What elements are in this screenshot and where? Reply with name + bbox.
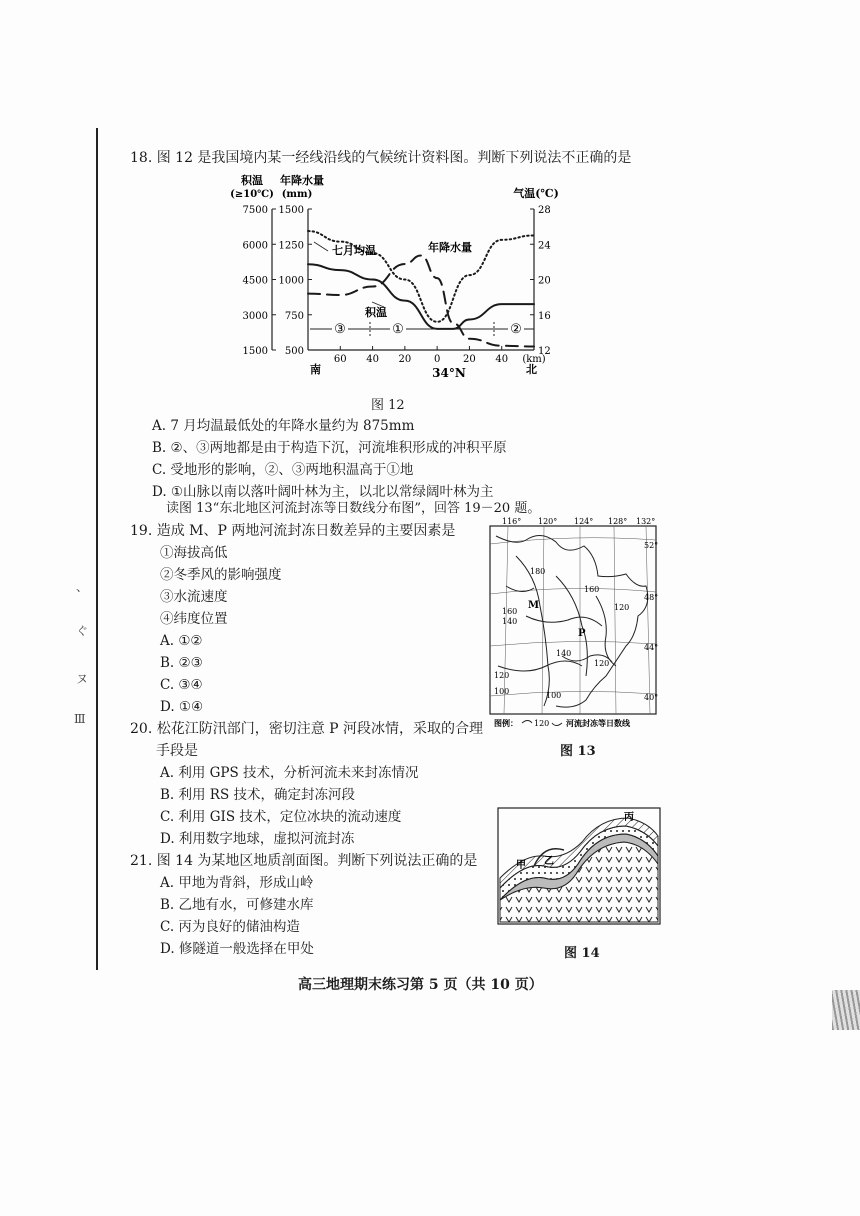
q21-option-a: A. 甲地为背斜，形成山岭 — [160, 875, 314, 891]
left2-tick-label: 500 — [284, 346, 304, 357]
point-p-label: P — [578, 628, 586, 639]
series-line-2 — [308, 264, 534, 329]
figure-12-chart — [222, 172, 562, 387]
region-3-label: ③ — [334, 322, 346, 337]
q19-item-3: ③水流速度 — [160, 589, 228, 605]
figure-13-map — [486, 516, 662, 736]
left2-tick-label: 1000 — [278, 275, 304, 287]
q19-option-a: A. ①② — [160, 633, 203, 649]
lon-label: 124° — [574, 517, 594, 526]
figure-13-caption: 图 13 — [560, 744, 596, 759]
right-axis-title: 气温(℃) — [513, 187, 559, 200]
left2-tick-label: 750 — [284, 310, 304, 322]
region-1-label: ① — [392, 322, 404, 337]
lon-label: 116° — [502, 517, 522, 526]
left1-tick-label: 3000 — [242, 310, 268, 322]
left1-axis-unit: (≥10℃) — [230, 189, 274, 200]
lon-label: 120° — [538, 517, 558, 526]
contour-label: 160 — [502, 607, 518, 616]
read-instruction-19-20: 读图 13“东北地区河流封冻等日数线分布图”，回答 19－20 题。 — [166, 501, 541, 516]
margin-mark: ヌ — [76, 672, 89, 686]
legend-sample-value: 120 — [534, 719, 550, 728]
label-yi: 乙 — [544, 856, 554, 867]
scan-smudge — [832, 990, 860, 1030]
x-tick-label: 40 — [366, 354, 379, 365]
contour-label: 100 — [546, 691, 562, 700]
x-tick-label: 40 — [495, 354, 509, 365]
contour-label: 120 — [594, 659, 610, 668]
contour-label: 180 — [530, 567, 546, 576]
lon-label: 132° — [636, 517, 656, 526]
right-tick-label: 16 — [538, 310, 551, 322]
x-north-label: 北 — [526, 363, 537, 376]
left1-tick-label: 4500 — [242, 275, 268, 287]
q21-option-c: C. 丙为良好的储油构造 — [160, 919, 300, 935]
left2-tick-label: 1250 — [278, 240, 304, 252]
q19-option-c: C. ③④ — [160, 677, 203, 693]
q19-option-b: B. ②③ — [160, 655, 203, 671]
q19-option-d: D. ①④ — [160, 699, 204, 715]
q20-option-a: A. 利用 GPS 技术，分析河流未来封冻情况 — [160, 765, 419, 781]
margin-mark: 、 — [76, 580, 89, 594]
lat-label: 40° — [644, 693, 659, 702]
q21-option-d: D. 修隧道一般选择在甲处 — [160, 941, 314, 957]
q19-item-4: ④纬度位置 — [160, 611, 228, 627]
figure-14-geologic-section — [494, 804, 666, 936]
region-bands — [310, 320, 534, 337]
lat-label: 48° — [644, 593, 659, 602]
lat-label: 44° — [644, 643, 659, 652]
x-tick-label: 60 — [333, 354, 347, 365]
q21-option-b: B. 乙地有水，可修建水库 — [160, 897, 314, 913]
x-south-label: 南 — [310, 363, 321, 376]
right-tick-label: 20 — [538, 275, 551, 287]
contour-label: 120 — [614, 603, 630, 612]
left2-axis-unit: (mm) — [281, 189, 313, 200]
q21-stem: 21. 图 14 为某地区地质剖面图。判断下列说法正确的是 — [130, 853, 478, 869]
lon-label: 128° — [608, 517, 628, 526]
q18-stem: 18. 图 12 是我国境内某一经线沿线的气候统计资料图。判断下列说法不正确的是 — [130, 150, 632, 166]
region-2-label: ② — [510, 322, 522, 337]
lat-label: 52° — [644, 541, 659, 550]
q20-option-b: B. 利用 RS 技术，确定封冻河段 — [160, 787, 355, 803]
contour-label: 100 — [494, 687, 510, 696]
q20-option-d: D. 利用数字地球，虚拟河流封冻 — [160, 831, 355, 847]
right-tick-label: 28 — [538, 205, 551, 216]
left2-axis-title: 年降水量 — [280, 174, 324, 187]
q18-option-b: B. ②、③两地都是由于构造下沉，河流堆积形成的冲积平原 — [152, 440, 507, 456]
q19-item-1: ①海拔高低 — [160, 545, 228, 561]
series-label-accum-temp: 积温 — [365, 306, 387, 319]
margin-mark: ぐ — [76, 624, 89, 638]
contour-label: 160 — [584, 585, 600, 594]
q18-option-c: C. 受地形的影响，②、③两地积温高于①地 — [152, 462, 414, 478]
legend-text: 河流封冻等日数线 — [566, 718, 630, 728]
x-center-label: 34°N — [432, 366, 466, 380]
margin-mark: Ⅲ — [74, 712, 86, 726]
series-label-precip: 年降水量 — [428, 241, 472, 254]
contour-label: 120 — [494, 671, 510, 680]
label-jia: 甲 — [516, 860, 526, 871]
contour-label: 140 — [556, 649, 572, 658]
left2-tick-label: 1500 — [278, 205, 304, 216]
figure-14-caption: 图 14 — [564, 946, 600, 961]
left1-tick-label: 1500 — [242, 346, 268, 357]
page-footer: 高三地理期末练习第 5 页（共 10 页） — [298, 977, 543, 993]
left1-axis-title: 积温 — [241, 174, 263, 187]
x-unit-label: (km) — [522, 354, 546, 365]
q18-option-d: D. ①山脉以南以落叶阔叶林为主，以北以常绿阔叶林为主 — [152, 484, 494, 500]
q20-stem-line2: 手段是 — [156, 743, 198, 759]
page-border-line — [96, 128, 98, 970]
q19-stem: 19. 造成 M、P 两地河流封冻日数差异的主要因素是 — [130, 523, 456, 539]
right-tick-label: 12 — [538, 346, 551, 357]
figure-12-caption: 图 12 — [371, 398, 405, 413]
x-tick-label: 20 — [398, 354, 412, 365]
q19-item-2: ②冬季风的影响强度 — [160, 567, 282, 583]
point-m-label: M — [528, 600, 540, 611]
q20-stem-line1: 20. 松花江防汛部门，密切注意 P 河段冰情，采取的合理 — [130, 721, 484, 737]
right-tick-label: 24 — [538, 240, 551, 252]
q18-option-a: A. 7 月均温最低处的年降水量约为 875mm — [152, 418, 415, 434]
contour-label: 140 — [502, 617, 518, 626]
x-tick-label: 20 — [463, 354, 476, 365]
x-tick-label: 0 — [433, 354, 441, 365]
q20-option-c: C. 利用 GIS 技术，定位冰块的流动速度 — [160, 809, 402, 825]
left1-tick-label: 7500 — [242, 205, 268, 216]
left1-tick-label: 6000 — [242, 240, 268, 252]
series-label-july-temp: 七月均温 — [332, 244, 376, 257]
legend-title: 图例： — [494, 718, 518, 728]
label-bing: 丙 — [624, 812, 634, 823]
